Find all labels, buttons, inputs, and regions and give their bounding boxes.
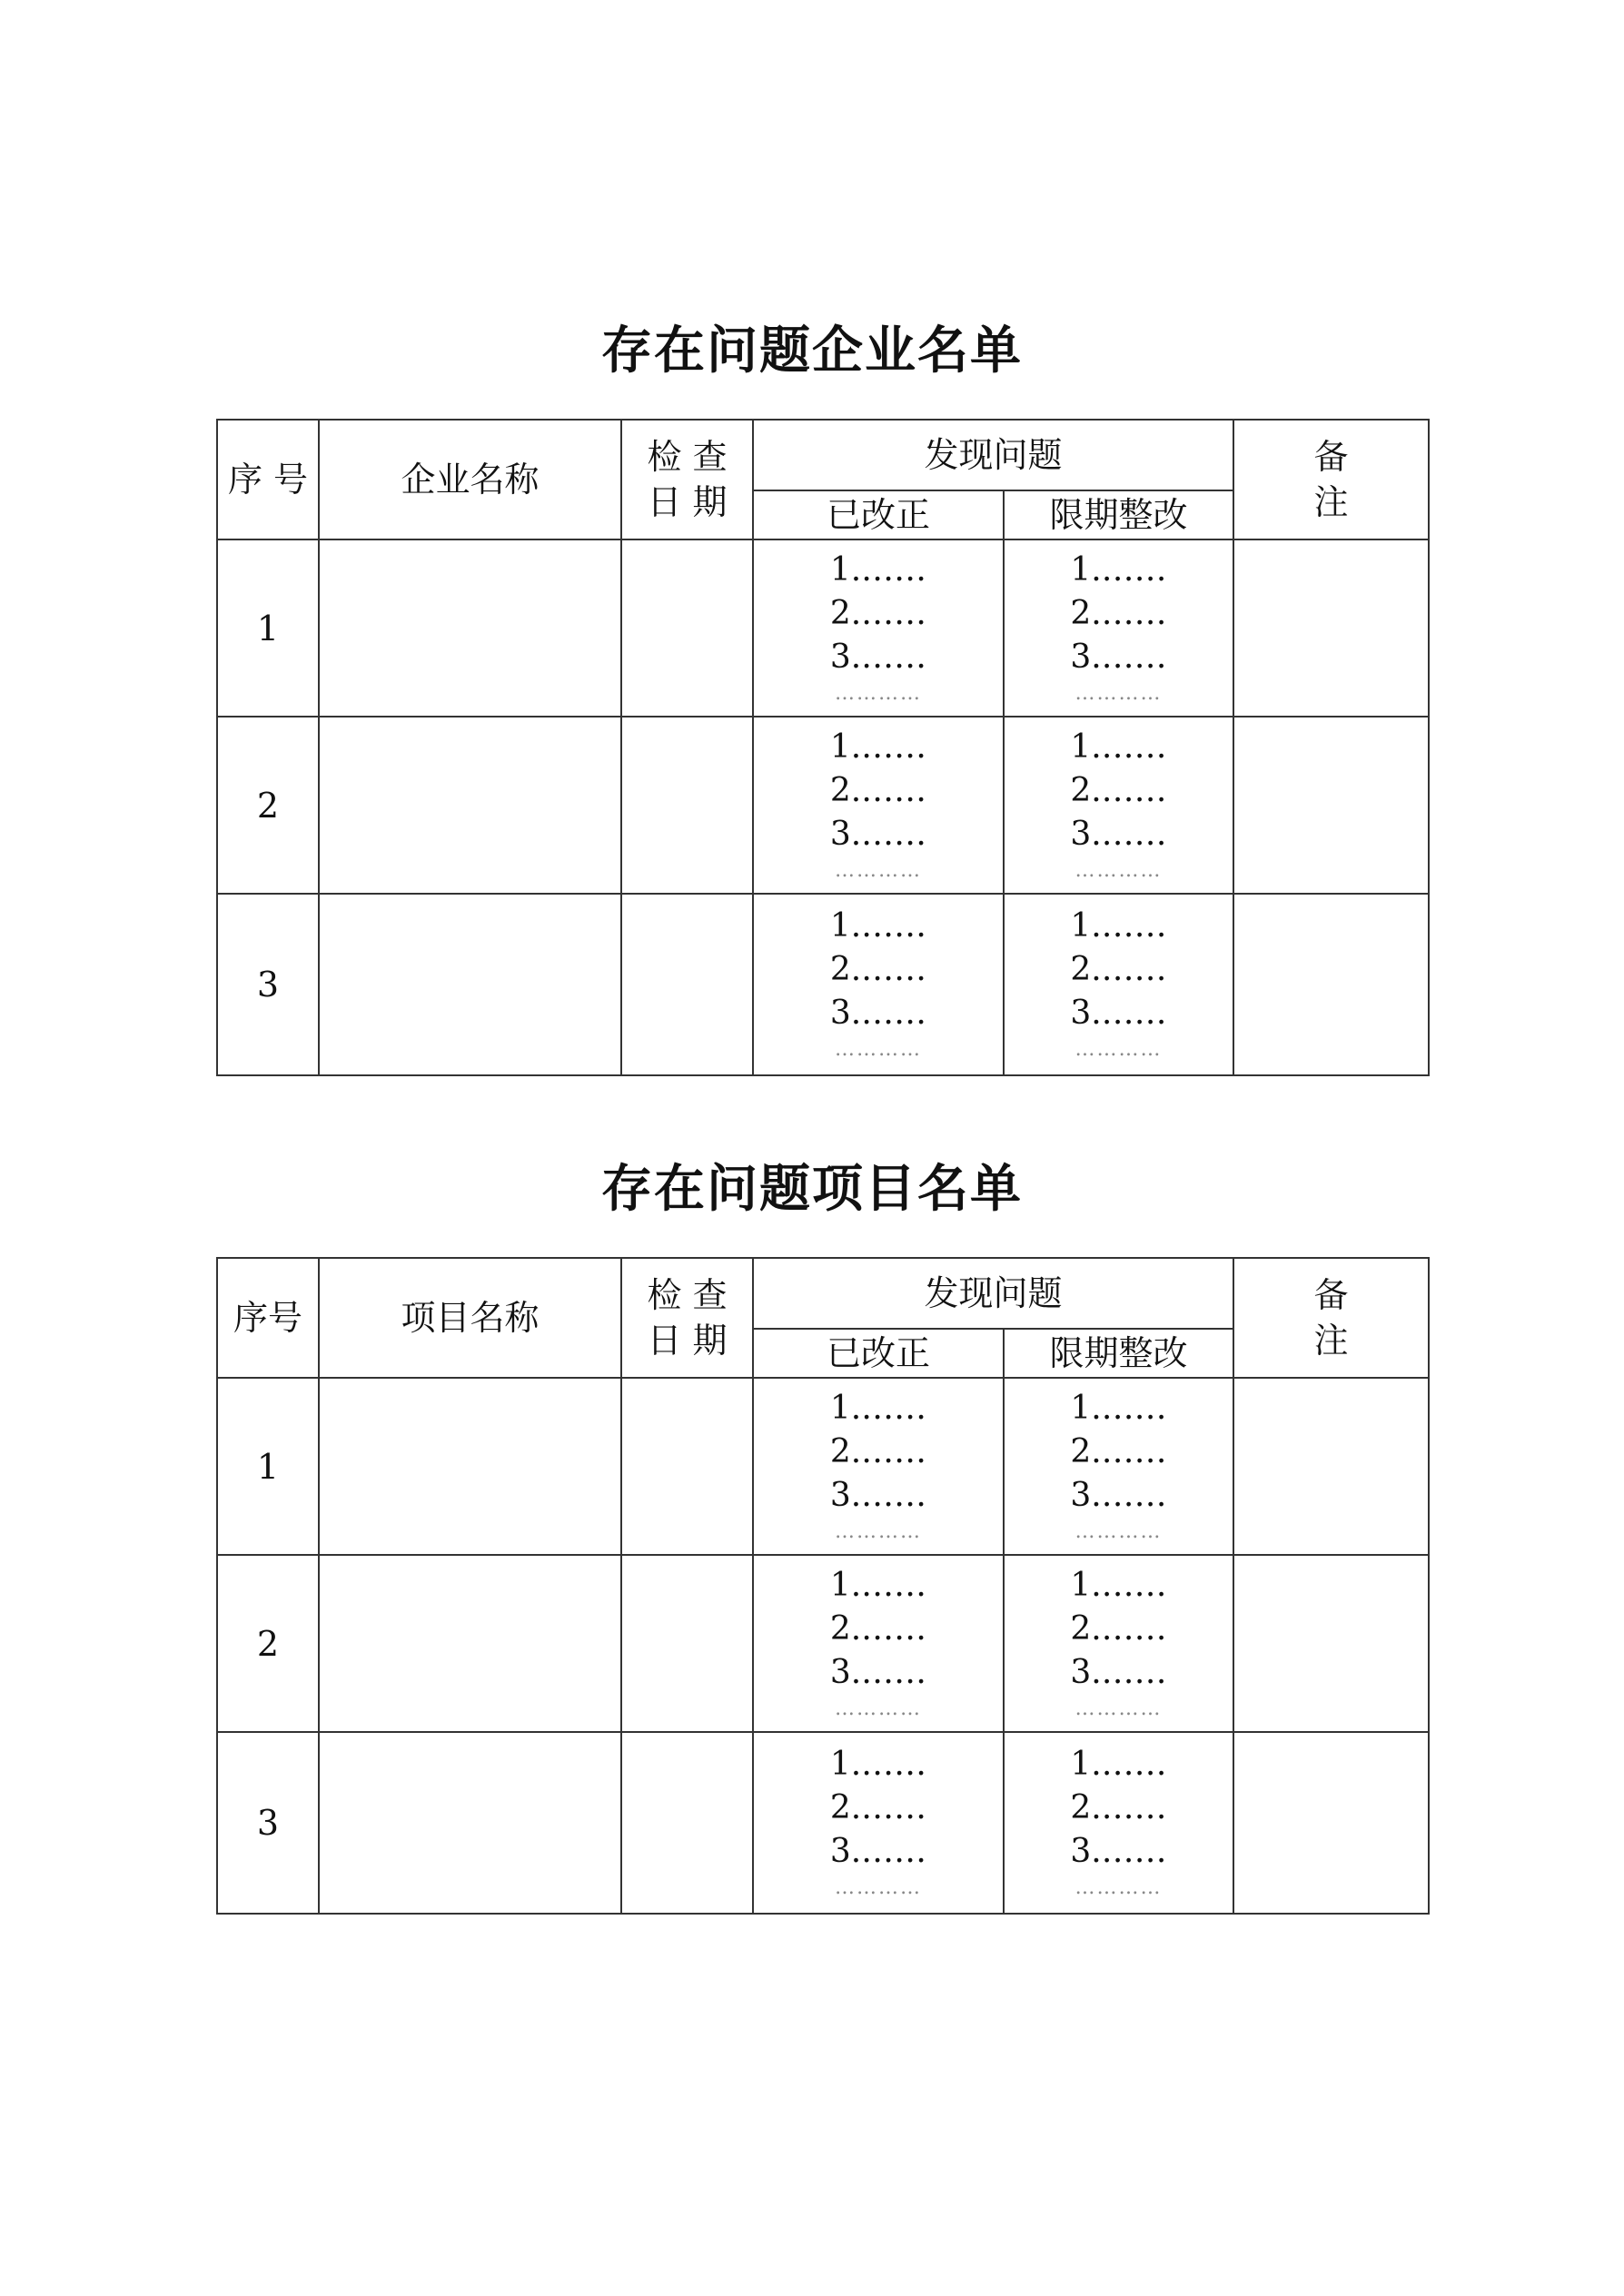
list-item: 1.…… [1070,1746,1167,1783]
fixed-cell [753,539,1004,717]
fixed-header: 已改正 [753,490,1004,539]
list-item: 1.…… [829,550,927,589]
list-more: ………… [835,1519,922,1543]
date-cell[interactable] [621,717,753,894]
list-item: 1.…… [829,907,927,945]
list-item: 2.…… [1070,1609,1167,1648]
remark-header-top: 备 [1313,437,1349,477]
list-more: ………… [1074,1876,1163,1899]
date-cell[interactable] [621,894,753,1075]
inspection-date-header [621,1258,753,1378]
remark-cell[interactable] [1233,717,1429,894]
name-cell[interactable] [319,894,621,1075]
seq-cell: 2 [217,717,319,894]
remark-header-top: 备 [1313,1275,1349,1315]
list-more: ………… [835,1697,922,1720]
table-row [217,717,1429,894]
seq-cell: 3 [217,894,319,1075]
list-item: 3.…… [829,1476,927,1514]
fixed-cell [753,1378,1004,1555]
list-item: 1.…… [829,727,927,766]
list-item: 3.…… [829,995,927,1032]
list-item: 2.…… [1070,771,1167,809]
list-item: 1.…… [1070,550,1167,589]
enterprise-name-header: 企业名称 [319,420,621,539]
fixed-cell [753,1732,1004,1914]
list-item: 3.…… [829,1833,927,1870]
deadline-header: 限期整改 [1004,1329,1233,1378]
fixed-cell [753,1555,1004,1732]
list-item: 1.…… [829,1746,927,1783]
name-cell[interactable] [319,1378,621,1555]
list-item: 1.…… [1070,1389,1167,1427]
project-list-title: 存在问题项目名单 [601,1159,1023,1219]
found-issues-header: 发现问题 [753,1258,1233,1329]
fixed-cell [753,717,1004,894]
date-cell[interactable] [621,1555,753,1732]
remark-cell[interactable] [1233,1732,1429,1914]
list-item: 1.…… [1070,1566,1167,1604]
list-item: 3.…… [1070,1476,1167,1514]
list-item: 3.…… [1070,995,1167,1032]
list-item: 3.…… [829,815,927,853]
deadline-cell [1004,894,1233,1075]
fixed-cell [753,894,1004,1075]
list-item: 3.…… [1070,638,1167,676]
table-row [217,894,1429,1075]
list-more: ………… [835,681,922,705]
project-issues-table [216,1257,1430,1915]
list-item: 2.…… [829,1609,927,1648]
list-item: 2.…… [829,1432,927,1470]
inspection-date-header-top: 检 查 [647,1275,728,1315]
inspection-date-header [621,420,753,539]
date-cell[interactable] [621,539,753,717]
list-item: 1.…… [1070,727,1167,766]
name-cell[interactable] [319,1555,621,1732]
name-cell[interactable] [319,539,621,717]
remark-header [1233,420,1429,539]
header-row [217,420,1429,490]
name-cell[interactable] [319,1732,621,1914]
list-item: 2.…… [829,594,927,632]
deadline-cell [1004,539,1233,717]
list-item: 1.…… [829,1389,927,1427]
seq-cell: 3 [217,1732,319,1914]
table-row [217,1378,1429,1555]
deadline-cell [1004,1378,1233,1555]
remark-header-bottom: 注 [1313,1321,1349,1361]
fixed-header: 已改正 [753,1329,1004,1378]
deadline-cell [1004,1555,1233,1732]
list-more: ………… [1074,1697,1163,1720]
list-item: 3.…… [1070,815,1167,853]
list-item: 2.…… [1070,594,1167,632]
list-item: 2.…… [829,951,927,988]
seq-header: 序 号 [217,420,319,539]
seq-cell: 2 [217,1555,319,1732]
remark-cell[interactable] [1233,1378,1429,1555]
table-row [217,539,1429,717]
name-cell[interactable] [319,717,621,894]
remark-cell[interactable] [1233,1555,1429,1732]
seq-header: 序号 [217,1258,319,1378]
remark-cell[interactable] [1233,539,1429,717]
list-item: 3.…… [829,1653,927,1691]
header-row [217,1258,1429,1329]
list-item: 3.…… [829,638,927,676]
inspection-date-header-top: 检 查 [647,437,728,477]
table-row [217,1555,1429,1732]
inspection-date-header-bottom: 日 期 [647,482,728,522]
list-item: 2.…… [1070,1432,1167,1470]
found-issues-header: 发现问题 [753,420,1233,490]
list-more: ………… [1074,681,1163,705]
remark-header-bottom: 注 [1313,482,1349,522]
list-item: 1.…… [829,1566,927,1604]
list-more: ………… [1074,858,1163,882]
enterprise-list-title: 存在问题企业名单 [601,321,1023,381]
enterprise-issues-table [216,419,1430,1076]
seq-cell: 1 [217,539,319,717]
list-more: ………… [835,1876,922,1899]
deadline-cell [1004,717,1233,894]
list-item: 2.…… [829,1789,927,1826]
deadline-header: 限期整改 [1004,490,1233,539]
list-more: ………… [1074,1038,1163,1061]
date-cell[interactable] [621,1378,753,1555]
list-item: 2.…… [1070,951,1167,988]
inspection-date-header-bottom: 日 期 [647,1321,728,1361]
list-item: 3.…… [1070,1653,1167,1691]
seq-cell: 1 [217,1378,319,1555]
list-more: ………… [1074,1519,1163,1543]
table-row [217,1732,1429,1914]
remark-cell[interactable] [1233,894,1429,1075]
project-name-header: 项目名称 [319,1258,621,1378]
list-item: 2.…… [829,771,927,809]
list-item: 1.…… [1070,907,1167,945]
deadline-cell [1004,1732,1233,1914]
list-more: ………… [835,858,922,882]
list-item: 3.…… [1070,1833,1167,1870]
list-item: 2.…… [1070,1789,1167,1826]
date-cell[interactable] [621,1732,753,1914]
list-more: ………… [835,1038,922,1061]
remark-header [1233,1258,1429,1378]
